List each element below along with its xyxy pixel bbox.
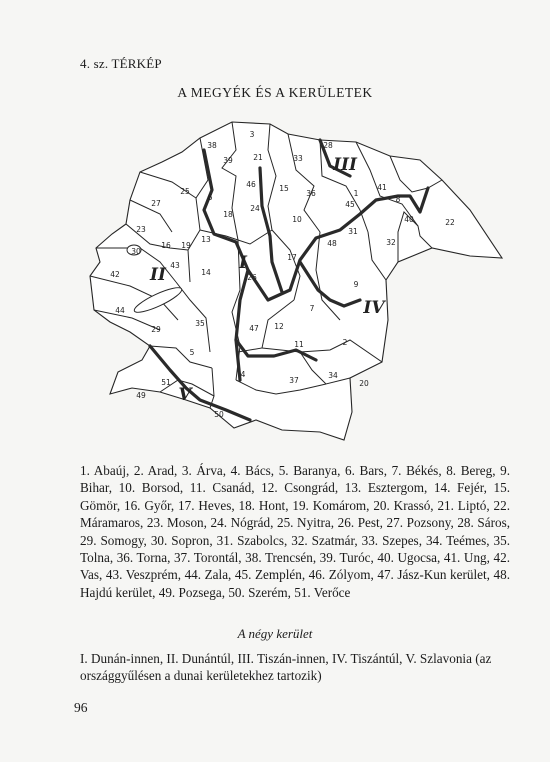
county-number: 44 [115, 306, 125, 315]
county-number: 29 [151, 325, 161, 334]
county-number: 14 [201, 268, 211, 277]
county-number: 2 [342, 338, 348, 347]
county-number: 51 [161, 378, 171, 387]
county-number: 13 [201, 235, 211, 244]
district-numeral: I [239, 253, 247, 273]
county-number: 46 [246, 180, 256, 189]
county-number: 15 [279, 184, 289, 193]
districts-list: I. Dunán-innen, II. Dunántúl, III. Tiszán-innen, IV. Tiszántúl, V. Szlavonia (az országgyűlésen a dunai kerületekhez tartozik) [80, 651, 492, 684]
county-number: 19 [181, 241, 191, 250]
county-number: 5 [189, 348, 195, 357]
county-number: 6 [207, 193, 213, 202]
county-number: 22 [445, 218, 455, 227]
county-number: 9 [353, 280, 359, 289]
county-number: 21 [253, 153, 263, 162]
map-label: 4. sz. TÉRKÉP [80, 56, 162, 71]
map-title: A MEGYÉK ÉS A KERÜLETEK [177, 85, 373, 100]
county-number: 43 [170, 261, 180, 270]
county-number: 39 [223, 156, 233, 165]
county-number: 17 [287, 253, 297, 262]
county-number: 48 [327, 239, 337, 248]
county-number: 42 [110, 270, 120, 279]
county-number: 45 [345, 200, 355, 209]
districts-heading: A négy kerület [237, 626, 313, 641]
county-number: 25 [180, 187, 190, 196]
county-number: 40 [404, 215, 414, 224]
district-numeral: III [333, 155, 357, 175]
county-number: 35 [195, 319, 205, 328]
county-number: 7 [309, 304, 315, 313]
county-number: 12 [274, 322, 284, 331]
county-number: 30 [131, 247, 141, 256]
county-number: 24 [250, 204, 260, 213]
county-number: 18 [223, 210, 233, 219]
county-number: 3 [249, 130, 255, 139]
county-number: 33 [293, 154, 303, 163]
county-number: 37 [289, 376, 299, 385]
county-number: 41 [377, 183, 387, 192]
county-number: 28 [323, 141, 333, 150]
county-number: 16 [161, 241, 171, 250]
county-number: 4 [240, 370, 246, 379]
county-number: 32 [386, 238, 396, 247]
county-number: 38 [207, 141, 217, 150]
county-number: 11 [294, 340, 304, 349]
county-number: 31 [348, 227, 358, 236]
district-numeral: IV [363, 298, 385, 318]
county-number: 23 [136, 225, 146, 234]
county-number: 10 [292, 215, 302, 224]
county-number: 8 [395, 195, 401, 204]
page-number: 96 [74, 700, 88, 715]
county-number: 36 [306, 189, 316, 198]
county-number: 20 [359, 379, 369, 388]
county-legend: 1. Abaúj, 2. Arad, 3. Árva, 4. Bács, 5. Baranya, 6. Bars, 7. Békés, 8. Bereg, 9. Bihar, 10. Borsod, 11. Csanád, 12. Csongrád, 13. Esztergom, 14. Fejér, 15. Gömör, 16. Győr, 17. Heves, 18. Hont, 19. Komárom, 20. Krassó, 21. Liptó, 22. Máramaros, 23. Moson, 24. Nógrád, 25. Nyitra, 26. Pest, 27. Pozsony, 28. Sáros, 29. Somogy, 30. Sopron, 31. Szabolcs, 32. Szatmár, 33. Szepes, 34. Teémes, 35. Tolna, 36. Torna, 37. Torontál, 38. Trencsén, 39. Turóc, 40. Ugocsa, 41. Ung, 42. Vas, 43. Veszprém, 44. Zala, 45. Zemplén, 46. Zólyom, 47. Jász-Kun kerület, 48. Hajdú kerület, 49. Pozsega, 50. Szerém, 51. Verőce [80, 463, 510, 600]
county-number: 26 [247, 273, 257, 282]
county-number: 27 [151, 199, 161, 208]
county-number: 34 [328, 371, 338, 380]
district-numeral: V [178, 385, 192, 405]
county-number: 47 [249, 324, 259, 333]
district-numeral: II [150, 265, 166, 285]
county-number: 50 [214, 410, 224, 419]
county-number: 1 [353, 189, 359, 198]
county-number: 49 [136, 391, 146, 400]
